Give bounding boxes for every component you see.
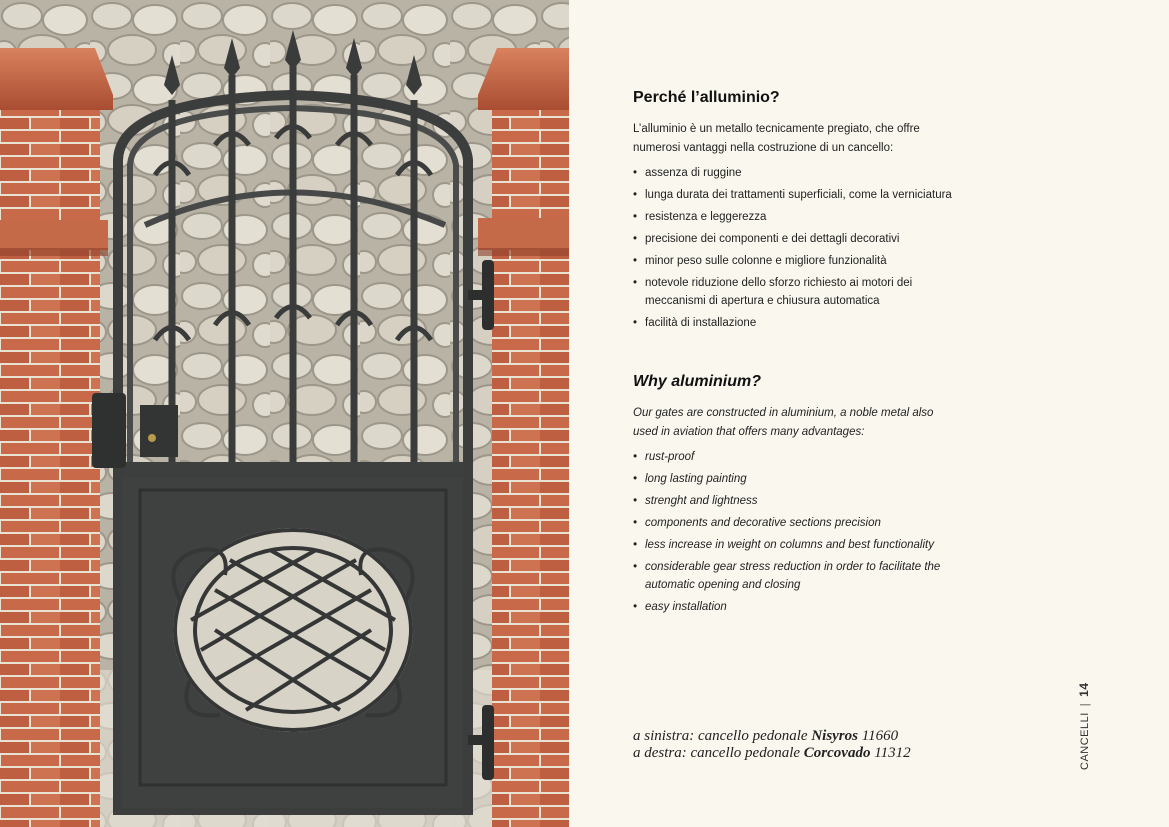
english-intro [633,404,963,442]
list-item: • less increase in weight on columns and best functionality [633,536,973,554]
english-advantages-list [633,448,973,620]
list-item: • lunga durata dei trattamenti superficiali, come la verniciatura [633,186,973,204]
italian-intro-line: L’alluminio è un metallo tecnicamente pregiato, che offre [633,123,920,135]
list-item: • components and decorative sections precision [633,514,973,532]
english-intro-line: used in aviation that offers many advantages: [633,426,865,438]
section-label: CANCELLI [1079,712,1091,770]
caption-model-code: 11312 [870,745,911,761]
list-item: • assenza di ruggine [633,164,973,182]
caption-line-left [633,728,911,745]
list-item: • strenght and lightness [633,492,973,510]
italian-intro-line: numerosi vantaggi nella costruzione di un cancello: [633,142,894,154]
caption-model-code: 11660 [857,728,899,744]
caption-text: a sinistra: cancello pedonale [633,728,812,744]
photo-caption [633,728,911,762]
list-item: • minor peso sulle colonne e migliore funzionalità [633,252,973,270]
page-number: 14 [1077,682,1091,697]
caption-model-name: Corcovado [803,745,871,761]
italian-heading: Perché l’alluminio? [633,89,780,106]
caption-line-right [633,745,911,762]
list-item: • precisione dei componenti e dei dettagli decorativi [633,230,973,248]
english-intro-line: Our gates are constructed in aluminium, a noble metal also [633,407,934,419]
list-item: • rust-proof [633,448,973,466]
list-item: • considerable gear stress reduction in order to facilitate the automatic opening and closing [633,558,973,594]
caption-model-name: Nisyros [811,728,858,744]
caption-text: a destra: cancello pedonale [633,745,804,761]
list-item: • facilità di installazione [633,314,973,332]
gate-photo [0,0,569,827]
english-heading: Why aluminium? [633,373,761,390]
text-panel [569,0,1169,827]
list-item: • resistenza e leggerezza [633,208,973,226]
label-separator: | [1079,702,1091,707]
list-item: • notevole riduzione dello sforzo richiesto ai motori dei meccanismi di apertura e chiusura automatica [633,274,973,310]
italian-advantages-list [633,164,973,336]
list-item: • long lasting painting [633,470,973,488]
list-item: • easy installation [633,598,973,616]
italian-intro [633,120,963,158]
section-page-label [1077,682,1091,770]
